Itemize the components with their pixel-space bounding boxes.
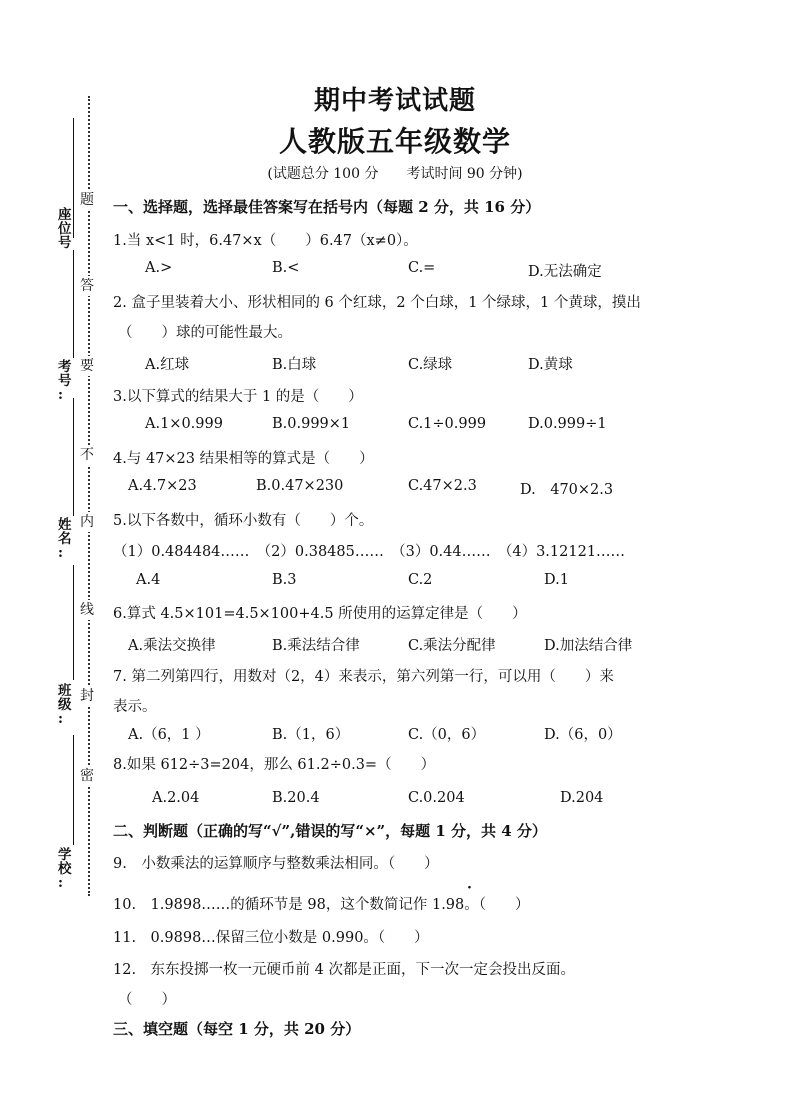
name-label: 姓 名 : — [58, 517, 72, 561]
q6-option-c: C.乘法分配律 — [408, 638, 496, 654]
seal-char-7: 封 — [80, 688, 94, 704]
q9-text: 9. 小数乘法的运算顺序与整数乘法相同。（ ） — [113, 856, 439, 872]
section2-heading: 二、判断题（正确的写“√”,错误的写“×”，每题 1 分，共 4 分） — [113, 822, 547, 840]
repeating-dot-mark: · — [467, 880, 472, 896]
q8-option-b: B.20.4 — [272, 790, 320, 806]
q2-text-cont: （ ）球的可能性最大。 — [118, 325, 292, 341]
section1-heading: 一、选择题，选择最佳答案写在括号内（每题 2 分，共 16 分） — [113, 198, 541, 216]
seal-char-8: 密 — [80, 768, 94, 784]
q2-text: 2. 盒子里装着大小、形状相同的 6 个红球，2 个白球，1 个绿球，1 个黄球，摸出 — [113, 295, 641, 311]
q2-option-b: B.白球 — [272, 357, 317, 373]
q8-option-d: D.204 — [560, 790, 604, 806]
q2-option-a: A.红球 — [145, 357, 190, 373]
seal-char-1: 题 — [80, 192, 94, 208]
school-line — [73, 735, 74, 845]
q1-option-d: D.无法确定 — [528, 264, 602, 280]
q3-option-b: B.0.999×1 — [272, 416, 351, 432]
q7-option-a: A.（6，1 ） — [128, 727, 210, 743]
exam-title: 期中考试试题 — [313, 86, 476, 116]
seal-char-3: 要 — [80, 358, 94, 374]
q3-option-a: A.1×0.999 — [145, 416, 223, 432]
q12-answer-blank: （ ） — [118, 992, 176, 1008]
exam-subtitle: 人教版五年级数学 — [278, 125, 511, 158]
seal-char-2: 答 — [80, 278, 94, 294]
q5-items: （1）0.484484…… （2）0.38485…… （3）0.44…… （4）3.12121…… — [113, 544, 626, 560]
exam-number-line — [73, 250, 74, 358]
q5-option-b: B.3 — [272, 572, 297, 588]
q7-text-cont: 表示。 — [113, 699, 157, 715]
q8-text: 8.如果 612÷3=204，那么 61.2÷0.3=（ ） — [113, 757, 436, 773]
q4-option-d: D. 470×2.3 — [520, 482, 614, 498]
q8-option-a: A.2.04 — [152, 790, 200, 806]
class-label: 班 级 : — [58, 683, 72, 727]
q4-text: 4.与 47×23 结果相等的算式是（ ） — [113, 451, 374, 467]
q10-text: 10. 1.9898……的循环节是 98，这个数简记作 1.98。（ ） — [113, 897, 530, 913]
q4-option-a: A.4.7×23 — [128, 478, 197, 494]
name-line — [73, 398, 74, 516]
q6-option-a: A.乘法交换律 — [128, 638, 216, 654]
q7-option-b: B.（1，6） — [272, 727, 350, 743]
q1-text: 1.当 x<1 时，6.47×x（ ）6.47（x≠0）。 — [113, 233, 418, 249]
q5-option-d: D.1 — [544, 572, 569, 588]
section3-heading: 三、填空题（每空 1 分，共 20 分） — [113, 1020, 361, 1038]
class-line — [73, 565, 74, 680]
q6-option-d: D.加法结合律 — [544, 638, 633, 654]
q6-option-b: B.乘法结合律 — [272, 638, 360, 654]
seal-char-5: 内 — [80, 514, 94, 530]
q2-option-d: D.黄球 — [528, 357, 573, 373]
exam-number-label: 考 号 : — [58, 359, 72, 403]
q5-text: 5.以下各数中，循环小数有（ ）个。 — [113, 513, 374, 529]
q1-option-a: A.> — [145, 260, 173, 276]
q7-option-d: D.（6，0） — [544, 727, 622, 743]
q3-option-d: D.0.999÷1 — [528, 416, 607, 432]
seal-char-6: 线 — [80, 602, 94, 618]
seal-char-4: 不 — [80, 447, 94, 463]
q6-text: 6.算式 4.5×101=4.5×100+4.5 所使用的运算定律是（ ） — [113, 606, 527, 622]
q7-option-c: C.（0，6） — [408, 727, 486, 743]
q1-option-c: C.= — [408, 260, 436, 276]
q12-text: 12. 东东投掷一枚一元硬币前 4 次都是正面，下一次一定会投出反面。 — [113, 962, 576, 978]
exam-note: (试题总分 100 分 考试时间 90 分钟) — [267, 166, 523, 182]
school-label: 学 校 : — [58, 847, 72, 891]
q5-option-c: C.2 — [408, 572, 433, 588]
q4-option-c: C.47×2.3 — [408, 478, 477, 494]
q7-text: 7. 第二列第四行，用数对（2，4）来表示，第六列第一行，可以用（ ）来 — [113, 669, 614, 685]
q5-option-a: A.4 — [136, 572, 161, 588]
q3-option-c: C.1÷0.999 — [408, 416, 487, 432]
q8-option-c: C.0.204 — [408, 790, 465, 806]
q1-option-b: B.< — [272, 260, 300, 276]
q11-text: 11. 0.9898…保留三位小数是 0.990。（ ） — [113, 930, 429, 946]
q2-option-c: C.绿球 — [408, 357, 453, 373]
seat-number-label: 座 位 号 — [58, 207, 72, 251]
q4-option-b: B.0.47×230 — [256, 478, 344, 494]
q3-text: 3.以下算式的结果大于 1 的是（ ） — [113, 389, 363, 405]
